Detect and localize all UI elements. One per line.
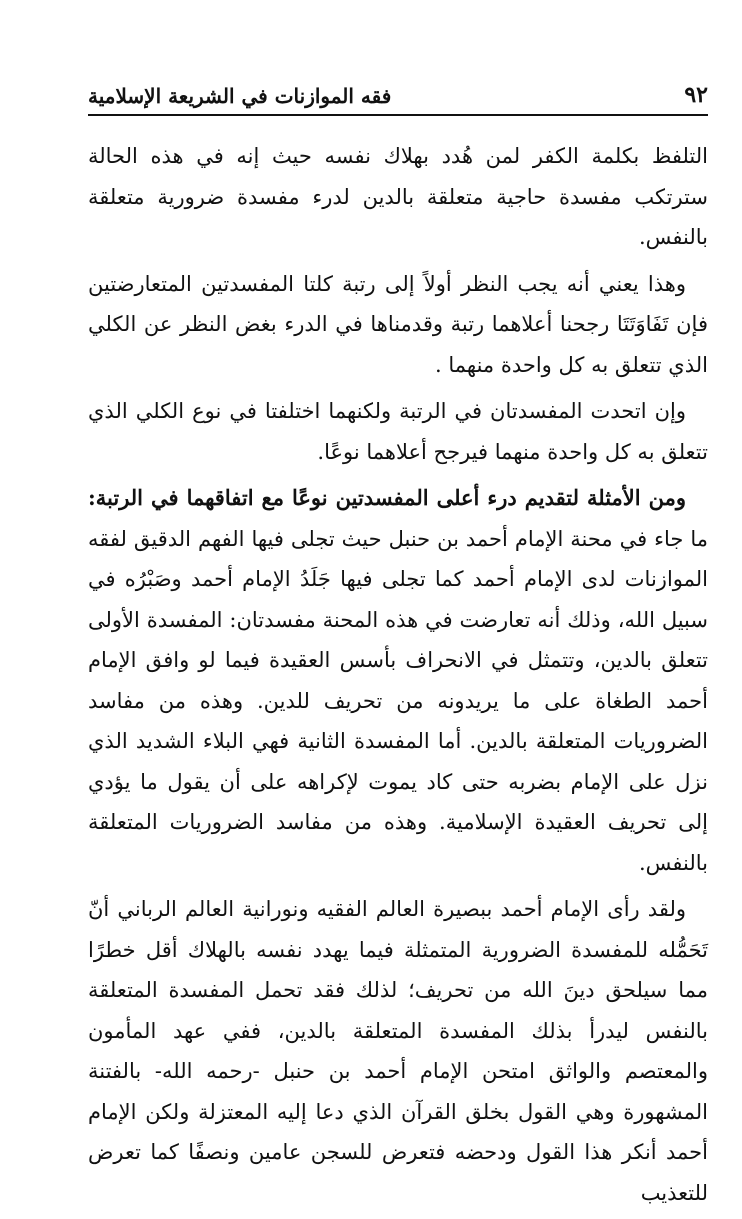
paragraph [88,264,708,386]
body-text [88,136,708,1213]
paragraph [88,136,708,258]
paragraph [88,478,708,883]
paragraph-text: وهذا يعني أنه يجب النظر أولاً إلى رتبة كلتا المفسدتين المتعارضتين فإن تَفَاوَتَتَا رجحنا أعلاهما رتبة وقدمناها في الدرء بغض النظر عن الكلي الذي تتعلق به كل واحدة منهما . [88,271,708,377]
paragraph-text: التلفظ بكلمة الكفر لمن هُدد بهلاك نفسه حيث إنه في هذه الحالة سترتكب مفسدة حاجية متعلقة بالدين لدرء مفسدة ضرورية متعلقة بالنفس. [88,144,708,249]
paragraph-text: ما جاء في محنة الإمام أحمد بن حنبل حيث تجلى فيها الفهم الدقيق لفقه الموازنات لدى الإمام أحمد كما تجلى فيها جَلَدُ الإمام أحمد وصَبْرُه في سبيل الله، وذلك أنه تعارضت في هذه المحنة مفسدتان: المفسدة الأولى تتعلق بالدين، وتتمثل في الانحراف بأسس العقيدة فيما لو وافق الإمام أحمد الطغاة على ما يريدونه من تحريف للدين. وهذه من مفاسد الضروريات المتعلقة بالدين. أما المفسدة الثانية فهي البلاء الشديد الذي نزل على الإمام بضربه حتى كاد يموت لإكراهه على أن يقول ما يؤدي إلى تحريف العقيدة الإسلامية. وهذه من مفاسد الضروريات المتعلقة بالنفس. [88,526,709,875]
paragraph [88,391,708,472]
page-header [88,80,708,116]
paragraph-text: وإن اتحدت المفسدتان في الرتبة ولكنهما اختلفتا في نوع الكلي الذي تتعلق به كل واحدة منهما فيرجح أعلاهما نوعًا. [88,399,708,464]
page-number: ٩٢ [684,82,708,108]
paragraph-text: ولقد رأى الإمام أحمد ببصيرة العالم الفقيه ونورانية العالم الرباني أنّ تَحَمُّله للمفسدة الضرورية المتمثلة فيما يهدد نفسه بالهلاك أقل خطرًا مما سيلحق دينَ الله من تحريف؛ لذلك فقد تحمل المفسدة المتعلقة بالنفس ليدرأ بذلك المفسدة المتعلقة بالدين، ففي عهد المأمون والمعتصم والواثق امتحن الإمام أحمد بن حنبل -رحمه الله- بالفتنة المشهورة وهي القول بخلق القرآن الذي دعا إليه المعتزلة ولكن الإمام أحمد أنكر هذا القول ودحضه فتعرض للسجن عامين ونصفًا كما تعرض للتعذيب [88,897,708,1205]
book-page [88,80,708,1219]
running-title: فقه الموازنات في الشريعة الإسلامية [88,84,392,108]
paragraph [88,889,708,1213]
paragraph-lead-bold: ومن الأمثلة لتقديم درء أعلى المفسدتين نوعًا مع اتفاقهما في الرتبة: [88,485,686,510]
